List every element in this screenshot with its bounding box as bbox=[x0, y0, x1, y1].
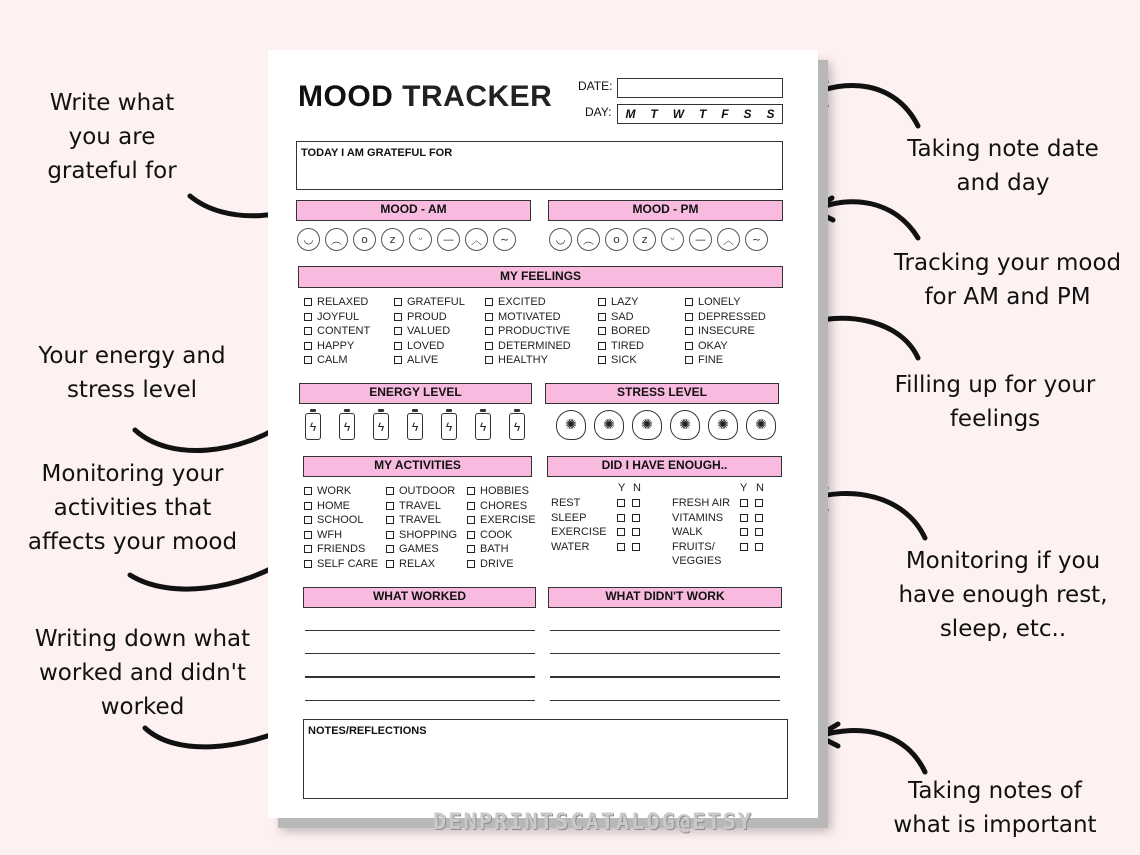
writing-line[interactable] bbox=[305, 676, 535, 677]
checkbox[interactable] bbox=[467, 545, 475, 553]
activity-item-label: FRIENDS bbox=[317, 543, 366, 555]
enough-item bbox=[551, 511, 651, 526]
activity-item[interactable] bbox=[386, 528, 457, 543]
neutral-face-icon[interactable]: — bbox=[689, 228, 712, 251]
feeling-item-label: HAPPY bbox=[317, 339, 355, 352]
enough-item bbox=[551, 540, 651, 555]
activity-item-label: TRAVEL bbox=[399, 514, 441, 526]
battery-icon[interactable]: ϟ bbox=[441, 413, 457, 440]
checkbox[interactable] bbox=[485, 342, 493, 350]
enough-item bbox=[672, 540, 782, 555]
checkbox[interactable] bbox=[685, 298, 693, 306]
activity-item[interactable] bbox=[304, 484, 378, 499]
no-checkbox[interactable] bbox=[755, 514, 763, 522]
feeling-item[interactable] bbox=[394, 295, 465, 310]
activity-item-label: COOK bbox=[480, 528, 513, 541]
checkbox[interactable] bbox=[485, 327, 493, 335]
enough-right-list bbox=[672, 496, 782, 569]
enough-item bbox=[672, 554, 782, 569]
arrow-enough bbox=[808, 493, 925, 538]
activity-item[interactable] bbox=[467, 499, 536, 514]
checkbox[interactable] bbox=[467, 487, 475, 495]
activities-grid bbox=[304, 484, 544, 574]
enough-left-list bbox=[551, 496, 651, 554]
activity-column bbox=[467, 484, 536, 571]
enough-item-label: WATER bbox=[551, 540, 590, 553]
checkbox[interactable] bbox=[304, 313, 312, 321]
activity-item[interactable] bbox=[467, 528, 536, 543]
enough-item bbox=[551, 525, 651, 540]
enough-item-label: VITAMINS bbox=[672, 511, 724, 524]
enough-item-label: FRESH AIR bbox=[672, 497, 731, 509]
mood-am-faces bbox=[297, 228, 516, 251]
feeling-item[interactable] bbox=[485, 295, 571, 310]
annotation-notes: Taking notes of what is important bbox=[893, 778, 1097, 838]
activity-item[interactable] bbox=[304, 557, 378, 572]
enough-item bbox=[551, 496, 651, 511]
feeling-item-label: DETERMINED bbox=[498, 339, 571, 352]
checkbox[interactable] bbox=[304, 516, 312, 524]
arrow-notes bbox=[820, 731, 925, 772]
checkbox[interactable] bbox=[394, 313, 402, 321]
page-title bbox=[298, 80, 552, 114]
activity-item[interactable] bbox=[386, 499, 457, 514]
happy-face-icon[interactable]: ◡ bbox=[297, 228, 320, 251]
feeling-item[interactable] bbox=[394, 339, 465, 354]
checkbox[interactable] bbox=[467, 502, 475, 510]
enough-item-label: WALK bbox=[672, 526, 703, 538]
activity-item-label: GAMES bbox=[399, 543, 439, 555]
checkbox[interactable] bbox=[598, 313, 606, 321]
feeling-item[interactable] bbox=[598, 353, 650, 368]
checkbox[interactable] bbox=[598, 327, 606, 335]
day-label: DAY: bbox=[585, 105, 612, 119]
checkbox[interactable] bbox=[304, 502, 312, 510]
enough-item-label: FRUITS/ bbox=[672, 540, 715, 553]
checkbox[interactable] bbox=[467, 531, 475, 539]
activity-item[interactable] bbox=[304, 499, 378, 514]
activity-item[interactable] bbox=[304, 542, 378, 557]
feeling-item[interactable] bbox=[304, 295, 370, 310]
activity-item[interactable] bbox=[304, 528, 378, 543]
enough-item bbox=[672, 525, 782, 540]
checkbox[interactable] bbox=[304, 356, 312, 364]
no-checkbox[interactable] bbox=[755, 543, 763, 551]
checkbox[interactable] bbox=[598, 342, 606, 350]
worried-face-icon[interactable]: ~ bbox=[493, 228, 516, 251]
yes-checkbox[interactable] bbox=[740, 543, 748, 551]
date-label: DATE: bbox=[578, 79, 613, 93]
sad-face-icon[interactable]: ︵ bbox=[325, 228, 348, 251]
date-field[interactable] bbox=[617, 78, 783, 98]
annotation-worked: Writing down what worked and didn't worked bbox=[34, 626, 251, 720]
stress-head-icon[interactable]: ✺ bbox=[746, 410, 776, 440]
checkbox[interactable] bbox=[304, 342, 312, 350]
enough-item-label: SLEEP bbox=[551, 511, 587, 524]
battery-icon[interactable]: ϟ bbox=[475, 413, 491, 440]
activity-item-label: SCHOOL bbox=[317, 514, 364, 526]
feeling-item-label: SICK bbox=[611, 354, 637, 366]
annotation-date: Taking note date and day bbox=[907, 136, 1099, 196]
yes-checkbox[interactable] bbox=[617, 499, 625, 507]
writing-line[interactable] bbox=[550, 653, 780, 654]
didnt-work-header: WHAT DIDN'T WORK bbox=[548, 587, 782, 608]
checkbox[interactable] bbox=[485, 313, 493, 321]
stress-head-icon[interactable]: ✺ bbox=[632, 410, 662, 440]
activity-item-label: HOBBIES bbox=[480, 485, 529, 497]
day-f[interactable]: F bbox=[721, 107, 729, 121]
feelings-header: MY FEELINGS bbox=[298, 266, 783, 288]
neutral-face-icon[interactable]: — bbox=[437, 228, 460, 251]
battery-icon[interactable]: ϟ bbox=[305, 413, 321, 440]
activity-item[interactable] bbox=[386, 513, 457, 528]
yes-checkbox[interactable] bbox=[740, 514, 748, 522]
enough-item-label: EXERCISE bbox=[551, 526, 607, 538]
feeling-item[interactable] bbox=[394, 310, 465, 325]
no-checkbox[interactable] bbox=[632, 514, 640, 522]
surprised-face-icon[interactable]: o bbox=[605, 228, 628, 251]
feeling-item-label: LONELY bbox=[698, 296, 741, 308]
silly-face-icon[interactable]: ᵕ bbox=[409, 228, 432, 251]
activity-item[interactable] bbox=[386, 542, 457, 557]
activity-item[interactable] bbox=[467, 484, 536, 499]
checkbox[interactable] bbox=[304, 560, 312, 568]
watermark: DENPRINTSCATALOG@ETSY bbox=[433, 810, 754, 835]
activity-item-label: TRAVEL bbox=[399, 499, 441, 512]
activity-item-label: BATH bbox=[480, 543, 509, 555]
checkbox[interactable] bbox=[485, 356, 493, 364]
feeling-item[interactable] bbox=[598, 310, 650, 325]
title-rest: TRACKER bbox=[393, 80, 553, 113]
activity-item[interactable] bbox=[304, 513, 378, 528]
feeling-item-label: FINE bbox=[698, 354, 724, 366]
grateful-box[interactable] bbox=[296, 141, 783, 190]
checkbox[interactable] bbox=[394, 327, 402, 335]
feeling-item-label: PROUD bbox=[407, 310, 447, 323]
checkbox[interactable] bbox=[598, 298, 606, 306]
feeling-item[interactable] bbox=[485, 353, 571, 368]
energy-header: ENERGY LEVEL bbox=[299, 383, 532, 404]
angry-face-icon[interactable]: ︿ bbox=[465, 228, 488, 251]
yes-checkbox[interactable] bbox=[617, 543, 625, 551]
checkbox[interactable] bbox=[386, 487, 394, 495]
checkbox[interactable] bbox=[386, 560, 394, 568]
title-bold: MOOD bbox=[298, 80, 394, 113]
yes-checkbox[interactable] bbox=[740, 528, 748, 536]
writing-line[interactable] bbox=[305, 630, 535, 631]
feeling-item[interactable] bbox=[394, 353, 465, 368]
activity-item-label: OUTDOOR bbox=[399, 485, 456, 497]
enough-header: DID I HAVE ENOUGH.. bbox=[547, 456, 782, 477]
activity-item-label: EXERCISE bbox=[480, 514, 536, 526]
stress-header: STRESS LEVEL bbox=[545, 383, 779, 404]
enough-item bbox=[672, 511, 782, 526]
feeling-item[interactable] bbox=[598, 339, 650, 354]
annotation-energy: Your energy and stress level bbox=[38, 343, 226, 403]
no-checkbox[interactable] bbox=[755, 528, 763, 536]
stress-head-icon[interactable]: ✺ bbox=[670, 410, 700, 440]
enough-yes-label-left: Y bbox=[618, 482, 626, 494]
checkbox[interactable] bbox=[685, 313, 693, 321]
mood-pm-header: MOOD - PM bbox=[548, 200, 783, 221]
stress-head-icon[interactable]: ✺ bbox=[556, 410, 586, 440]
battery-icon[interactable]: ϟ bbox=[339, 413, 355, 440]
activity-item-label: SELF CARE bbox=[317, 557, 379, 570]
feeling-item[interactable] bbox=[685, 295, 766, 310]
mood-tracker-sheet bbox=[268, 50, 818, 818]
feeling-item[interactable] bbox=[685, 324, 766, 339]
feeling-column bbox=[598, 295, 650, 368]
activities-header: MY ACTIVITIES bbox=[303, 456, 532, 477]
enough-item-label: REST bbox=[551, 497, 581, 509]
feeling-item[interactable] bbox=[685, 353, 766, 368]
checkbox[interactable] bbox=[394, 342, 402, 350]
feeling-item-label: SAD bbox=[611, 310, 634, 323]
activity-item-label: WORK bbox=[317, 485, 352, 497]
feeling-column bbox=[685, 295, 766, 368]
checkbox[interactable] bbox=[467, 516, 475, 524]
feeling-item-label: VALUED bbox=[407, 325, 451, 337]
day-field[interactable] bbox=[617, 104, 783, 124]
writing-line[interactable] bbox=[550, 700, 780, 701]
writing-line[interactable] bbox=[305, 653, 535, 654]
feeling-item[interactable] bbox=[685, 310, 766, 325]
feeling-item[interactable] bbox=[304, 310, 370, 325]
mood-pm-faces bbox=[549, 228, 768, 251]
feeling-item-label: EXCITED bbox=[498, 296, 546, 308]
activity-item-label: SHOPPING bbox=[399, 528, 458, 541]
feeling-item[interactable] bbox=[598, 324, 650, 339]
writing-line[interactable] bbox=[550, 630, 780, 631]
arrow-energy bbox=[135, 420, 290, 451]
checkbox[interactable] bbox=[304, 487, 312, 495]
angry-face-icon[interactable]: ︿ bbox=[717, 228, 740, 251]
checkbox[interactable] bbox=[386, 502, 394, 510]
checkbox[interactable] bbox=[304, 545, 312, 553]
sleepy-face-icon[interactable]: z bbox=[633, 228, 656, 251]
stress-head-icon[interactable]: ✺ bbox=[594, 410, 624, 440]
feeling-item-label: CALM bbox=[317, 354, 348, 366]
activity-item[interactable] bbox=[467, 513, 536, 528]
checkbox[interactable] bbox=[394, 298, 402, 306]
silly-face-icon[interactable]: ᵕ bbox=[661, 228, 684, 251]
checkbox[interactable] bbox=[685, 356, 693, 364]
feeling-item-label: RELAXED bbox=[317, 296, 369, 308]
activity-item[interactable] bbox=[467, 542, 536, 557]
feeling-item-label: OKAY bbox=[698, 339, 728, 352]
checkbox[interactable] bbox=[386, 531, 394, 539]
annotation-activities: Monitoring your activities that affects your mood bbox=[27, 461, 238, 555]
checkbox[interactable] bbox=[685, 342, 693, 350]
checkbox[interactable] bbox=[598, 356, 606, 364]
feeling-item[interactable] bbox=[304, 339, 370, 354]
stress-head-icon[interactable]: ✺ bbox=[708, 410, 738, 440]
writing-line[interactable] bbox=[305, 700, 535, 701]
battery-icon[interactable]: ϟ bbox=[407, 413, 423, 440]
day-th[interactable]: T bbox=[698, 107, 707, 121]
notes-box[interactable] bbox=[303, 719, 788, 799]
checkbox[interactable] bbox=[467, 560, 475, 568]
annotation-feelings: Filling up for your feelings bbox=[894, 372, 1096, 432]
feeling-item-label: BORED bbox=[611, 325, 651, 337]
yes-checkbox[interactable] bbox=[617, 528, 625, 536]
yes-checkbox[interactable] bbox=[617, 514, 625, 522]
checkbox[interactable] bbox=[304, 327, 312, 335]
battery-icon[interactable]: ϟ bbox=[373, 413, 389, 440]
activity-item-label: RELAX bbox=[399, 557, 436, 570]
enough-no-label-right: N bbox=[756, 482, 764, 494]
feeling-item[interactable] bbox=[485, 339, 571, 354]
feeling-item[interactable] bbox=[304, 353, 370, 368]
yes-checkbox[interactable] bbox=[740, 499, 748, 507]
checkbox[interactable] bbox=[386, 516, 394, 524]
no-checkbox[interactable] bbox=[632, 499, 640, 507]
feeling-item-label: GRATEFUL bbox=[407, 296, 465, 308]
activity-item-label: DRIVE bbox=[480, 557, 514, 570]
feeling-item-label: JOYFUL bbox=[317, 310, 360, 323]
writing-line[interactable] bbox=[550, 676, 780, 677]
activity-item-label: CHORES bbox=[480, 499, 528, 512]
feeling-item-label: HEALTHY bbox=[498, 354, 548, 366]
feeling-item[interactable] bbox=[685, 339, 766, 354]
feeling-item[interactable] bbox=[485, 310, 571, 325]
feeling-item[interactable] bbox=[394, 324, 465, 339]
sleepy-face-icon[interactable]: z bbox=[381, 228, 404, 251]
sad-face-icon[interactable]: ︵ bbox=[577, 228, 600, 251]
day-su[interactable]: S bbox=[766, 107, 775, 121]
annotation-enough: Monitoring if you have enough rest, sleep, etc.. bbox=[898, 548, 1108, 642]
feeling-item-label: MOTIVATED bbox=[498, 310, 561, 323]
energy-batteries bbox=[305, 413, 525, 440]
feeling-column bbox=[304, 295, 370, 368]
no-checkbox[interactable] bbox=[755, 499, 763, 507]
checkbox[interactable] bbox=[304, 298, 312, 306]
activity-item[interactable] bbox=[386, 557, 457, 572]
mood-am-header: MOOD - AM bbox=[296, 200, 531, 221]
stress-heads bbox=[556, 410, 776, 440]
worked-header: WHAT WORKED bbox=[303, 587, 536, 608]
day-w[interactable]: W bbox=[672, 107, 685, 121]
no-checkbox[interactable] bbox=[632, 528, 640, 536]
feeling-item[interactable] bbox=[485, 324, 571, 339]
grateful-label: TODAY I AM GRATEFUL FOR bbox=[301, 147, 453, 159]
worried-face-icon[interactable]: ~ bbox=[745, 228, 768, 251]
arrow-date bbox=[808, 85, 918, 126]
battery-icon[interactable]: ϟ bbox=[509, 413, 525, 440]
activity-column bbox=[304, 484, 378, 571]
surprised-face-icon[interactable]: o bbox=[353, 228, 376, 251]
activity-column bbox=[386, 484, 457, 571]
checkbox[interactable] bbox=[386, 545, 394, 553]
enough-item-label: VEGGIES bbox=[672, 555, 722, 567]
day-m[interactable]: M bbox=[625, 107, 636, 121]
feeling-item[interactable] bbox=[598, 295, 650, 310]
annotation-mood: Tracking your mood for AM and PM bbox=[893, 250, 1122, 310]
enough-yes-label-right: Y bbox=[740, 482, 748, 494]
activity-item-label: HOME bbox=[317, 499, 350, 512]
feeling-item-label: INSECURE bbox=[698, 325, 755, 337]
feeling-item-label: LOVED bbox=[407, 339, 445, 352]
activity-item[interactable] bbox=[386, 484, 457, 499]
annotation-grateful: Write what you are grateful for bbox=[47, 90, 177, 184]
feeling-item-label: DEPRESSED bbox=[698, 310, 766, 323]
checkbox[interactable] bbox=[485, 298, 493, 306]
feeling-item-label: CONTENT bbox=[317, 325, 371, 337]
day-t[interactable]: T bbox=[650, 107, 658, 121]
day-s[interactable]: S bbox=[743, 107, 752, 121]
worked-lines[interactable] bbox=[305, 630, 535, 701]
feelings-grid bbox=[304, 295, 784, 370]
feeling-item[interactable] bbox=[304, 324, 370, 339]
notes-label: NOTES/REFLECTIONS bbox=[308, 725, 427, 737]
feeling-column bbox=[394, 295, 465, 368]
arrow-activities bbox=[130, 558, 290, 589]
checkbox[interactable] bbox=[304, 531, 312, 539]
enough-no-label-left: N bbox=[633, 482, 641, 494]
feeling-item-label: PRODUCTIVE bbox=[498, 325, 571, 337]
feeling-item-label: LAZY bbox=[611, 296, 639, 308]
checkbox[interactable] bbox=[685, 327, 693, 335]
arrow-mood bbox=[815, 202, 918, 238]
happy-face-icon[interactable]: ◡ bbox=[549, 228, 572, 251]
feeling-item-label: TIRED bbox=[611, 339, 644, 352]
enough-item bbox=[672, 496, 782, 511]
feeling-column bbox=[485, 295, 571, 368]
checkbox[interactable] bbox=[394, 356, 402, 364]
activity-item-label: WFH bbox=[317, 528, 343, 541]
no-checkbox[interactable] bbox=[632, 543, 640, 551]
didnt-work-lines[interactable] bbox=[550, 630, 780, 701]
feeling-item-label: ALIVE bbox=[407, 354, 439, 366]
activity-item[interactable] bbox=[467, 557, 536, 572]
